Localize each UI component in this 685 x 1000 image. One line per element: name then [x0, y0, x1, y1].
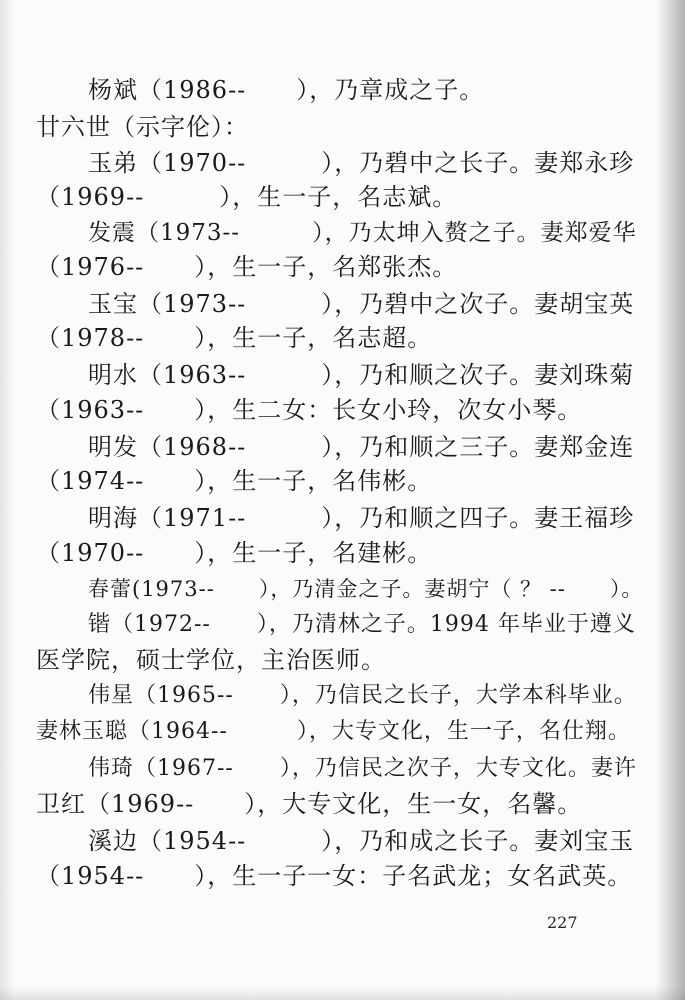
text-line-23: （1954-- ），生一子一女：子名武龙；女名武英。	[36, 862, 633, 890]
generation-heading: 廿六世（示字伦）：	[36, 113, 249, 141]
text-line-11: 明发（1968-- ），乃和顺之三子。妻郑金连	[88, 433, 635, 461]
text-line-15: 春蕾(1973-- ），乃清金之子。妻胡宁（ ？ -- ）。	[88, 577, 644, 601]
text-line-20: 伟琦（1967-- ），乃信民之次子，大专文化。妻许	[88, 756, 637, 781]
text-line-22: 溪边（1954-- ），乃和成之长子。妻刘宝玉	[88, 827, 635, 855]
text-line-1: 杨斌（1986-- ），乃章成之子。	[88, 76, 485, 104]
page-left-edge-shadow	[0, 0, 14, 1000]
page-bottom-edge-shadow	[0, 986, 685, 1000]
text-line-14: （1970-- ），生一子，名建彬。	[36, 539, 433, 567]
text-line-4: （1969-- ），生一子，名志斌。	[36, 183, 458, 211]
page-number: 227	[547, 913, 578, 932]
text-line-9: 明水（1963-- ），乃和顺之次子。妻刘珠菊	[88, 361, 635, 389]
text-line-3: 玉弟（1970-- ），乃碧中之长子。妻郑永珍	[88, 149, 635, 177]
text-line-16: 锴（1972-- ），乃清林之子。1994 年毕业于遵义	[88, 612, 636, 637]
text-line-5: 发震（1973-- ），乃太坤入赘之子。妻郑爱华	[88, 220, 637, 246]
text-line-6: （1976-- ），生一子，名郑张杰。	[36, 253, 458, 281]
text-line-10: （1963-- ），生二女：长女小玲，次女小琴。	[36, 396, 583, 424]
text-line-7: 玉宝（1973-- ），乃碧中之次子。妻胡宝英	[88, 290, 635, 318]
text-line-19: 妻林玉聪（1964-- ），大专文化，生一子，名仕翔。	[36, 719, 631, 744]
text-line-18: 伟星（1965-- ），乃信民之长子，大学本科毕业。	[88, 683, 637, 708]
text-line-21: 卫红（1969-- ），大专文化，生一女，名馨。	[36, 790, 583, 818]
text-line-8: （1978-- ），生一子，名志超。	[36, 324, 433, 352]
text-line-13: 明海（1971-- ），乃和顺之四子。妻王福珍	[88, 504, 635, 532]
page-right-edge-shadow	[655, 0, 685, 1000]
text-line-12: （1974-- ），生一子，名伟彬。	[36, 467, 433, 495]
text-line-17: 医学院，硕士学位，主治医师。	[36, 646, 386, 674]
